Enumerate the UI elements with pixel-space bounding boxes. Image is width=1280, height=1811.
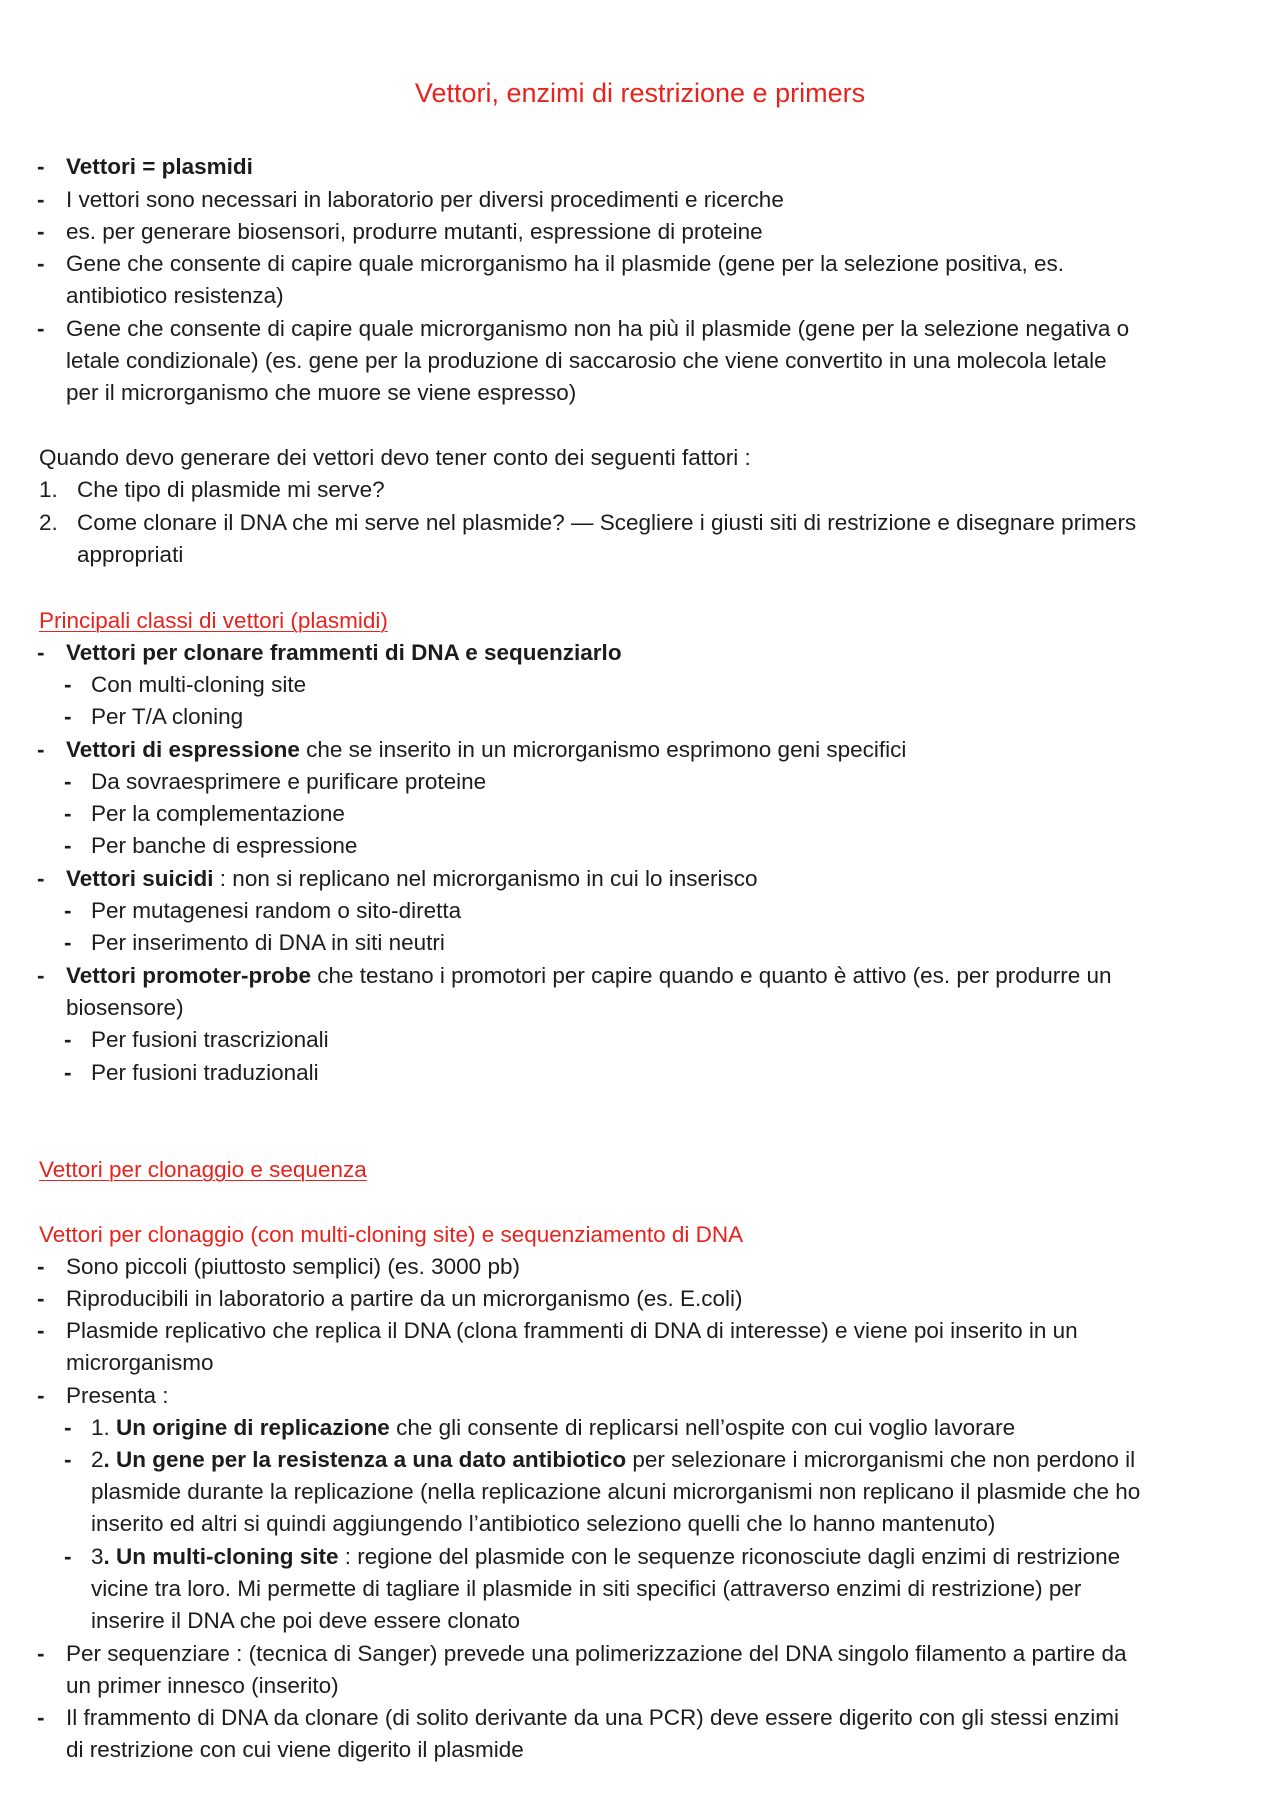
point-6: Il frammento di DNA da clonare (di solito derivante da una PCR) deve essere digerito con gli stessi enzimi bbox=[66, 1705, 1119, 1730]
bullet-dash: - bbox=[37, 640, 45, 665]
section-heading-clonaggio: Vettori per clonaggio e sequenza bbox=[39, 1157, 367, 1182]
bullet-dash: - bbox=[37, 1705, 45, 1730]
section-heading-classes: Principali classi di vettori (plasmidi) bbox=[39, 608, 388, 633]
bold-text: Vettori di espressione bbox=[66, 737, 300, 762]
bullet-dash: - bbox=[37, 1641, 45, 1666]
text: : regione del plasmide con le sequenze riconosciute dagli enzimi di restrizione bbox=[338, 1544, 1121, 1569]
bullet-dash: - bbox=[37, 1254, 45, 1279]
point-5-cont: un primer innesco (inserito) bbox=[66, 1673, 339, 1698]
point-3: Plasmide replicativo che replica il DNA (clona frammenti di DNA di interesse) e viene poi inserito in un bbox=[66, 1318, 1078, 1343]
class-2-sub-3: Per banche di espressione bbox=[91, 833, 358, 858]
class-4-sub-2: Per fusioni traduzionali bbox=[91, 1060, 319, 1085]
bullet-dash: - bbox=[37, 866, 45, 891]
bullet-dash: - bbox=[37, 219, 45, 244]
sub-point-2 bbox=[91, 1445, 1135, 1475]
intro-line-2: I vettori sono necessari in laboratorio per diversi procedimenti e ricerche bbox=[66, 187, 784, 212]
bold-text: . Un multi-cloning site bbox=[103, 1544, 339, 1569]
bullet-dash: - bbox=[37, 1383, 45, 1408]
class-2-sub-2: Per la complementazione bbox=[91, 801, 345, 826]
point-6-cont: di restrizione con cui viene digerito il plasmide bbox=[66, 1737, 524, 1762]
text: 3 bbox=[91, 1544, 104, 1569]
text: che gli consente di replicarsi nell’ospite con cui voglio lavorare bbox=[389, 1415, 1016, 1440]
class-3-sub-2: Per inserimento di DNA in siti neutri bbox=[91, 930, 445, 955]
bullet-dash: - bbox=[37, 963, 45, 988]
intro-line-1 bbox=[66, 152, 253, 182]
bold-text: Vettori promoter-probe bbox=[66, 963, 312, 988]
text: che se inserito in un microrganismo esprimono geni specifici bbox=[299, 737, 907, 762]
bullet-dash: - bbox=[64, 833, 72, 858]
point-4: Presenta : bbox=[66, 1383, 169, 1408]
class-2 bbox=[66, 735, 906, 765]
factor-item-2-cont: appropriati bbox=[77, 542, 184, 567]
class-2-sub-1: Da sovraesprimere e purificare proteine bbox=[91, 769, 487, 794]
bold-text: . Un gene per la resistenza a una dato antibiotico bbox=[103, 1447, 627, 1472]
class-1-sub-2: Per T/A cloning bbox=[91, 704, 244, 729]
text: 1. bbox=[91, 1415, 117, 1440]
list-number: 2. bbox=[39, 510, 58, 535]
bullet-dash: - bbox=[37, 187, 45, 212]
bullet-dash: - bbox=[64, 672, 72, 697]
bullet-dash: - bbox=[64, 704, 72, 729]
class-4-cont: biosensore) bbox=[66, 995, 184, 1020]
bullet-dash: - bbox=[64, 769, 72, 794]
intro-line-4: Gene che consente di capire quale microrganismo ha il plasmide (gene per la selezione positiva, es. bbox=[66, 251, 1065, 276]
subheading-clonaggio: Vettori per clonaggio (con multi-cloning site) e sequenziamento di DNA bbox=[39, 1222, 744, 1247]
bold-text: Vettori suicidi bbox=[66, 866, 214, 891]
text: per selezionare i microrganismi che non perdono il bbox=[626, 1447, 1136, 1472]
class-4-sub-1: Per fusioni trascrizionali bbox=[91, 1027, 329, 1052]
intro-line-3: es. per generare biosensori, produrre mutanti, espressione di proteine bbox=[66, 219, 763, 244]
factors-lead: Quando devo generare dei vettori devo tener conto dei seguenti fattori : bbox=[39, 445, 751, 470]
intro-line-5-cont2: per il microrganismo che muore se viene espresso) bbox=[66, 380, 577, 405]
text: che testano i promotori per capire quando e quanto è attivo (es. per produrre un bbox=[311, 963, 1112, 988]
sub-point-1 bbox=[91, 1413, 1015, 1443]
sub-point-3-cont2: inserire il DNA che poi deve essere clonato bbox=[91, 1608, 520, 1633]
bold-text: Un origine di replicazione bbox=[116, 1415, 390, 1440]
class-3 bbox=[66, 864, 758, 894]
bullet-dash: - bbox=[64, 898, 72, 923]
text: 2 bbox=[91, 1447, 104, 1472]
intro-line-5: Gene che consente di capire quale microrganismo non ha più il plasmide (gene per la selezione negativa o bbox=[66, 316, 1130, 341]
bullet-dash: - bbox=[64, 1060, 72, 1085]
bullet-dash: - bbox=[64, 930, 72, 955]
point-3-cont: microrganismo bbox=[66, 1350, 214, 1375]
bullet-dash: - bbox=[64, 1447, 72, 1472]
bullet-dash: - bbox=[37, 251, 45, 276]
page-title: Vettori, enzimi di restrizione e primers bbox=[414, 78, 866, 108]
point-2: Riproducibili in laboratorio a partire da un microrganismo (es. E.coli) bbox=[66, 1286, 743, 1311]
bullet-dash: - bbox=[37, 1286, 45, 1311]
intro-line-5-cont: letale condizionale) (es. gene per la produzione di saccarosio che viene convertito in una molecola letale bbox=[66, 348, 1107, 373]
sub-point-3-cont: vicine tra loro. Mi permette di tagliare il plasmide in siti specifici (attraverso enzimi di restrizione) per bbox=[91, 1576, 1082, 1601]
class-4 bbox=[66, 961, 1112, 991]
bold-text: Vettori = plasmidi bbox=[66, 154, 253, 179]
point-1: Sono piccoli (piuttosto semplici) (es. 3000 pb) bbox=[66, 1254, 520, 1279]
sub-point-2-cont: plasmide durante la replicazione (nella replicazione alcuni microrganismi non replicano il plasmide che ho bbox=[91, 1479, 1141, 1504]
sub-point-3 bbox=[91, 1542, 1120, 1572]
class-1 bbox=[66, 638, 622, 668]
bold-text: Vettori per clonare frammenti di DNA e sequenziarlo bbox=[66, 640, 622, 665]
bullet-dash: - bbox=[37, 1318, 45, 1343]
text: : non si replicano nel microrganismo in cui lo inserisco bbox=[213, 866, 758, 891]
bullet-dash: - bbox=[37, 316, 45, 341]
bullet-dash: - bbox=[37, 737, 45, 762]
sub-point-2-cont2: inserito ed altri si quindi aggiungendo l’antibiotico seleziono quelli che lo hanno mantenuto) bbox=[91, 1511, 996, 1536]
bullet-dash: - bbox=[37, 154, 45, 179]
bullet-dash: - bbox=[64, 1027, 72, 1052]
list-number: 1. bbox=[39, 477, 58, 502]
factor-item-2: Come clonare il DNA che mi serve nel plasmide? — Scegliere i giusti siti di restrizione e disegnare primers bbox=[77, 510, 1137, 535]
class-3-sub-1: Per mutagenesi random o sito-diretta bbox=[91, 898, 462, 923]
class-1-sub-1: Con multi-cloning site bbox=[91, 672, 307, 697]
bullet-dash: - bbox=[64, 1544, 72, 1569]
point-5: Per sequenziare : (tecnica di Sanger) prevede una polimerizzazione del DNA singolo filamento a partire da bbox=[66, 1641, 1127, 1666]
intro-line-4-cont: antibiotico resistenza) bbox=[66, 283, 284, 308]
factor-item-1: Che tipo di plasmide mi serve? bbox=[77, 477, 385, 502]
bullet-dash: - bbox=[64, 1415, 72, 1440]
bullet-dash: - bbox=[64, 801, 72, 826]
